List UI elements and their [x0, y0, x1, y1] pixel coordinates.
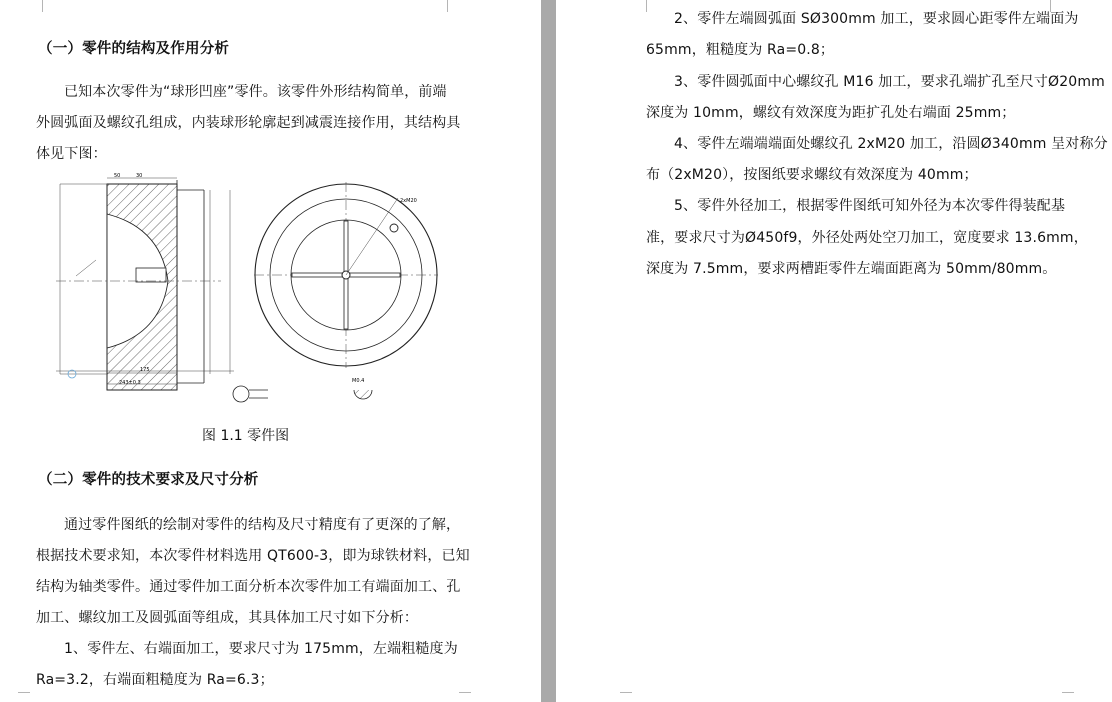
page-right	[556, 0, 1112, 702]
dim-label: 175	[140, 367, 150, 373]
figure-caption: 图 1.1 零件图	[202, 428, 290, 444]
dim-label: 30	[136, 173, 143, 179]
paragraph-line: 已知本次零件为“球形凹座”零件。该零件外形结构简单，前端	[64, 84, 447, 100]
dim-label: M0.4	[352, 378, 365, 384]
crop-mark	[447, 0, 460, 12]
list-item: 65mm，粗糙度为 Ra=0.8；	[646, 42, 835, 58]
page-gap	[541, 0, 556, 702]
section-view	[56, 173, 234, 390]
crop-mark	[1062, 692, 1074, 702]
list-item: 4、零件左端端端面处螺纹孔 2xM20 加工，沿圆Ø340mm 呈对称分	[674, 136, 1108, 152]
paragraph-line: 加工、螺纹加工及圆弧面等组成，其具体加工尺寸如下分析：	[36, 610, 419, 626]
paragraph-line: 体见下图：	[36, 146, 107, 162]
part-drawing	[36, 168, 456, 416]
detail-views	[233, 378, 372, 402]
part-drawing-figure	[36, 168, 456, 416]
paragraph-line: 根据技术要求知，本次零件材料选用 QT600-3，即为球铁材料，已知	[36, 548, 470, 564]
paragraph-line: 结构为轴类零件。通过零件加工面分析本次零件加工有端面加工、孔	[36, 579, 461, 595]
list-item: 布（2xM20），按图纸要求螺纹有效深度为 40mm；	[646, 167, 978, 183]
list-item: 深度为 10mm，螺纹有效深度为距扩孔处右端面 25mm；	[646, 105, 1016, 121]
crop-mark	[634, 0, 647, 12]
list-item: 1、零件左、右端面加工，要求尺寸为 175mm，左端粗糙度为	[64, 641, 458, 657]
section-heading-technical: （二）零件的技术要求及尺寸分析	[38, 472, 259, 488]
crop-mark	[459, 692, 471, 702]
list-item: 2、零件左端圆弧面 SØ300mm 加工，要求圆心距零件左端面为	[674, 11, 1079, 27]
list-item: 3、零件圆弧面中心螺纹孔 M16 加工，要求孔端扩孔至尺寸Ø20mm	[674, 74, 1105, 90]
dim-label: 50	[114, 173, 121, 179]
section-heading-structure: （一）零件的结构及作用分析	[38, 41, 230, 57]
paragraph-line: 通过零件图纸的绘制对零件的结构及尺寸精度有了更深的了解，	[64, 517, 461, 533]
crop-mark	[620, 692, 632, 702]
dim-label: 243±0.3	[119, 380, 141, 386]
crop-mark	[30, 0, 43, 12]
end-view	[254, 182, 438, 368]
page-left	[0, 0, 541, 702]
list-item: Ra=3.2，右端面粗糙度为 Ra=6.3；	[36, 672, 274, 688]
list-item: 5、零件外径加工，根据零件图纸可知外径为本次零件得装配基	[674, 198, 1066, 214]
dim-label: 2xM20	[400, 198, 417, 204]
crop-mark	[18, 692, 30, 702]
paragraph-line: 外圆弧面及螺纹孔组成，内装球形轮廓起到减震连接作用，其结构具	[36, 115, 461, 131]
list-item: 准，要求尺寸为Ø450f9，外径处两处空刀加工，宽度要求 13.6mm，	[646, 230, 1088, 246]
list-item: 深度为 7.5mm，要求两槽距零件左端面距离为 50mm/80mm。	[646, 261, 1057, 277]
